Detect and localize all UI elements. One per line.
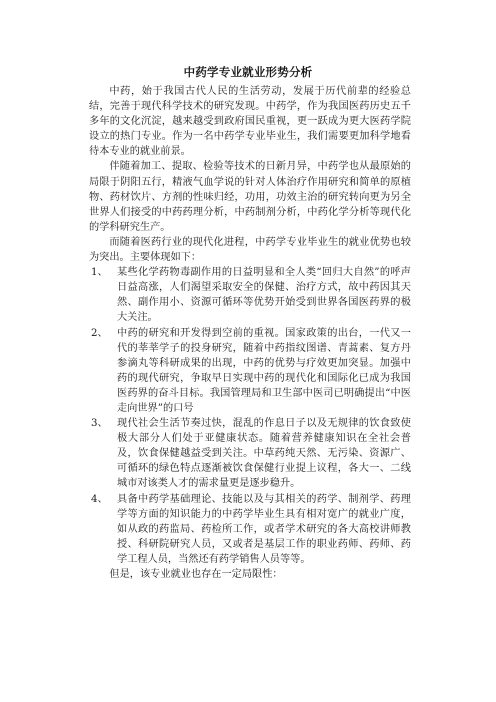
paragraph-development: 伴随着加工、提取、检验等技术的日新月异，中药学也从最原始的局限于阴阳五行，精液气血学说的针对人体治疗作用研究和简单的原植物、药材饮片、方剂的性味归经，功用，功效主治的研究转向更为另全世界人们接受的中药药理分析，中药制剂分析，中药化学分析等现代化的学科研究生产。: [89, 161, 411, 233]
document-title: 中药学专业就业形势分析: [183, 65, 313, 79]
list-item-text: 具备中药学基础理论、技能以及与其相关的药学、制剂学、药理学等方面的知识能力的中药学毕业生具有相对宽广的就业广度，如从政的药监局、药检所工作，或者学术研究的各大高校讲师教授、科研院研究人员，又或者是基层工作的职业药师、药师、药学工程人员，当然还有药学销售人员等等。: [117, 493, 411, 565]
paragraph-advantages: 而随着医药行业的现代化进程，中药学专业毕业生的就业优势也较为突出。主要体现如下：: [89, 236, 411, 264]
list-item: [91, 265, 411, 325]
paragraph-intro: 中药，始于我国古代人民的生活劳动，发展于历代前辈的经验总结，完善于现代科学技术的研究发现。中药学，作为我国医药历史五千多年的文化沉淀，越来越受到政府国民重视，更一跃成为更大医药学院设立的热门专业。作为一名中药学专业毕业生，我们需要更加科学地看待本专业的就业前景。: [89, 86, 411, 158]
list-item-number: 3、: [91, 418, 108, 430]
list-item-number: 1、: [91, 267, 108, 279]
list-item: [91, 492, 411, 567]
advantage-list: [89, 265, 411, 567]
list-item-text: 某些化学药物毒副作用的日益明显和全人类“回归大自然”的呼声日益高涨，人们渴望采取安全的保健、治疗方式，故中药因其天然、副作用小、资源可循环等优势开始受到世界各国医药界的极大关注。: [117, 267, 411, 324]
list-item: [91, 416, 411, 491]
list-item: [91, 326, 411, 417]
list-item-number: 2、: [91, 327, 108, 339]
document-body: [89, 84, 411, 582]
list-item-text: 中药的研究和开发得到空前的重视。国家政策的出台，一代又一代的莘莘学子的投身研究，随着中药指纹图谱、青蒿素、复方丹参滴丸等科研成果的出现，中药的优势与疗效更加突显。加强中药的现代研究，争取早日实现中药的现代化和国际化已成为我国医药界的奋斗目标。我国管理局和卫生部中医司已明确提出“中医走向世界”的口号: [117, 327, 411, 414]
paragraph-limitations: 但是，该专业就业也存在一定局限性：: [109, 569, 283, 580]
list-item-number: 4、: [91, 493, 108, 505]
list-item-text: 现代社会生活节奏过快，混乱的作息日子以及无规律的饮食致使极大部分人们处于亚健康状态。随着营养健康知识在全社会普及，饮食保健越益受到关注。中草药纯天然、无污染、资源广、可循环的绿色特点逐渐被饮食保健行业提上议程，各大一、二线城市对该类人才的需求量更是逐步稳升。: [117, 418, 411, 490]
